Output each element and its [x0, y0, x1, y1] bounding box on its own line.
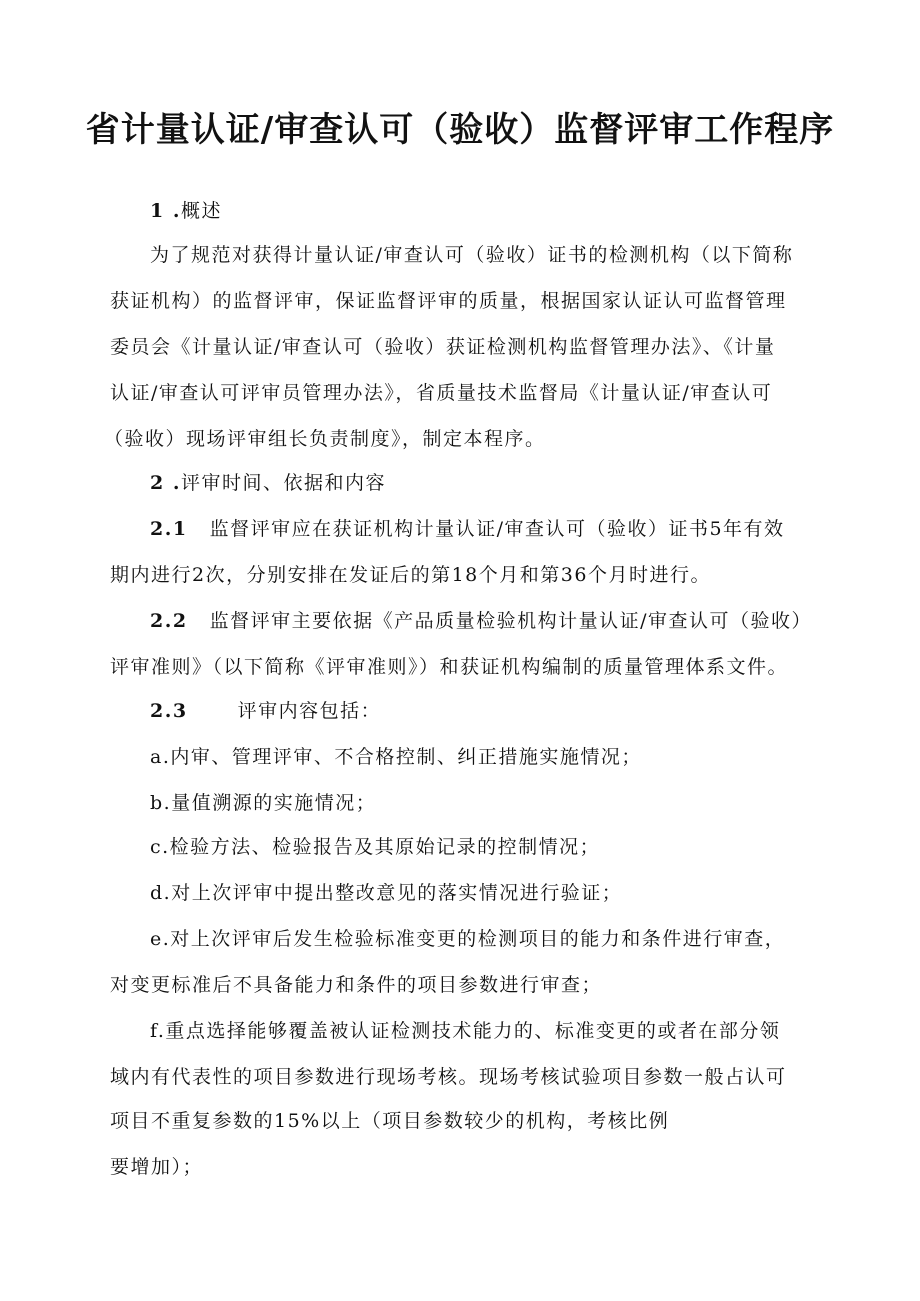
clause-number: 2.2 — [150, 610, 188, 632]
section-number: 1 . — [150, 200, 181, 222]
clause-text: 评审内容包括： — [237, 700, 382, 722]
clause-text: 监督评审应在获证机构计量认证/审查认可（验收）证书5年有效 — [209, 518, 785, 540]
clause-text: 监督评审主要依据《产品质量检验机构计量认证/审查认可（验收） — [209, 610, 812, 632]
clause-number: 2.1 — [150, 518, 188, 540]
paragraph-line: 评审准则》（以下简称《评审准则》）和获证机构编制的质量管理体系文件。 — [110, 656, 789, 678]
list-item: f.重点选择能够覆盖被认证检测技术能力的、标准变更的或者在部分领 — [150, 1020, 781, 1042]
list-item-continuation: 对变更标准后不具备能力和条件的项目参数进行审查； — [110, 974, 603, 996]
section-number: 2 . — [150, 472, 181, 494]
clause-2-3 — [150, 696, 381, 723]
clause-2-1 — [150, 514, 785, 541]
page-title: 省计量认证/审查认可（验收）监督评审工作程序 — [85, 110, 835, 150]
section-2-heading — [150, 468, 386, 495]
list-item: c.检验方法、检验报告及其原始记录的控制情况； — [150, 836, 601, 858]
paragraph-line: 为了规范对获得计量认证/审查认可（验收）证书的检测机构（以下简称 — [150, 244, 794, 266]
list-item: e.对上次评审后发生检验标准变更的检测项目的能力和条件进行审查， — [150, 928, 786, 950]
clause-2-2 — [150, 606, 812, 633]
paragraph-line: 获证机构）的监督评审，保证监督评审的质量，根据国家认证认可监督管理 — [110, 290, 787, 312]
section-title: 概述 — [180, 200, 222, 222]
list-item: a.内审、管理评审、不合格控制、纠正措施实施情况； — [150, 746, 642, 768]
list-item-continuation: 项目不重复参数的15%以上（项目参数较少的机构，考核比例 — [110, 1110, 670, 1132]
paragraph-line: 委员会《计量认证/审查认可（验收）获证检测机构监督管理办法》、《计量 — [110, 336, 776, 358]
list-item: b.量值溯源的实施情况； — [150, 792, 377, 814]
clause-number: 2.3 — [150, 700, 188, 722]
paragraph-line: 认证/审查认可评审员管理办法》，省质量技术监督局《计量认证/审查认可 — [110, 382, 773, 404]
section-1-heading — [150, 196, 222, 223]
paragraph-line: 期内进行2次，分别安排在发证后的第18个月和第36个月时进行。 — [110, 564, 711, 586]
list-item-continuation: 要增加）； — [110, 1156, 204, 1178]
paragraph-line: （验收）现场评审组长负责制度》，制定本程序。 — [104, 428, 546, 450]
list-item-continuation: 域内有代表性的项目参数进行现场考核。现场考核试验项目参数一般占认可 — [110, 1066, 787, 1088]
section-title: 评审时间、依据和内容 — [180, 472, 386, 494]
list-item: d.对上次评审中提出整改意见的落实情况进行验证； — [150, 882, 623, 904]
